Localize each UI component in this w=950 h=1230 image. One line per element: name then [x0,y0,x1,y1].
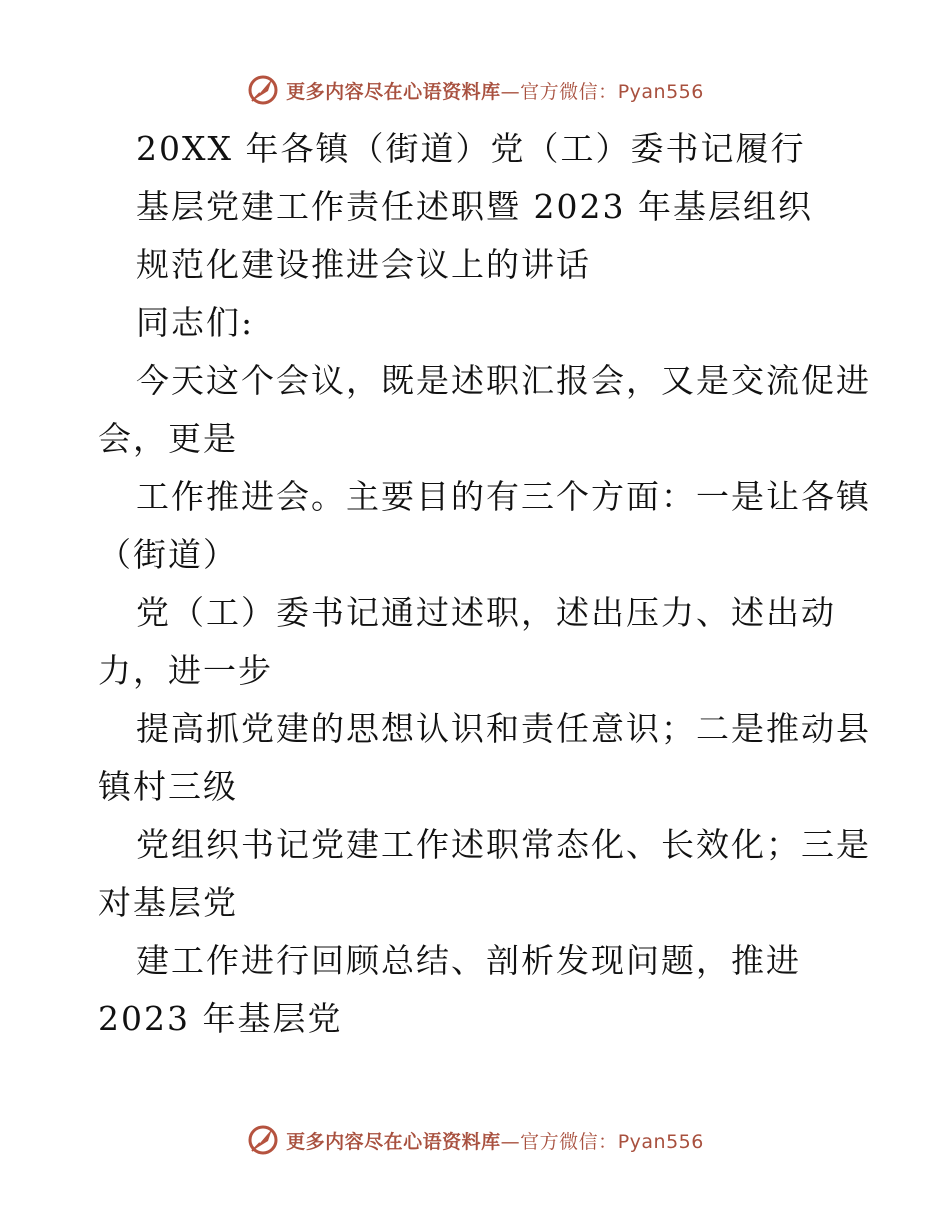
title-line: 20XX 年各镇（街道）党（工）委书记履行 [136,129,806,168]
paragraph-line: 党组织书记党建工作述职常态化、长效化；三是 [136,825,871,864]
paragraph-line: 会，更是 [98,419,238,458]
title-line: 规范化建设推进会议上的讲话 [136,245,591,284]
paragraph-line: （街道） [98,535,238,574]
paragraph-line: 力，进一步 [98,651,273,690]
paragraph-line: 工作推进会。主要目的有三个方面：一是让各镇 [136,477,871,516]
salutation: 同志们: [136,303,255,342]
paragraph-line: 党（工）委书记通过述职，述出压力、述出动 [136,593,836,632]
paragraph-line: 2023 年基层党 [98,999,343,1038]
title-line: 基层党建工作责任述职暨 2023 年基层组织 [136,187,813,226]
header-watermark-banner [0,70,950,110]
paragraph-line: 镇村三级 [98,767,238,806]
document-body [98,120,871,1048]
paragraph-line: 今天这个会议，既是述职汇报会，又是交流促进 [136,361,871,400]
watermark-text: 更多内容尽在心语资料库—官方微信：Pyan556 [286,1130,704,1153]
quill-pen-circle-icon [246,73,280,107]
paragraph-line: 提高抓党建的思想认识和责任意识；二是推动县 [136,709,871,748]
footer-watermark-banner [0,1120,950,1160]
quill-pen-circle-icon [246,1123,280,1157]
paragraph-line: 建工作进行回顾总结、剖析发现问题，推进 [136,941,801,980]
paragraph-line: 对基层党 [98,883,238,922]
watermark-text: 更多内容尽在心语资料库—官方微信：Pyan556 [286,80,704,103]
